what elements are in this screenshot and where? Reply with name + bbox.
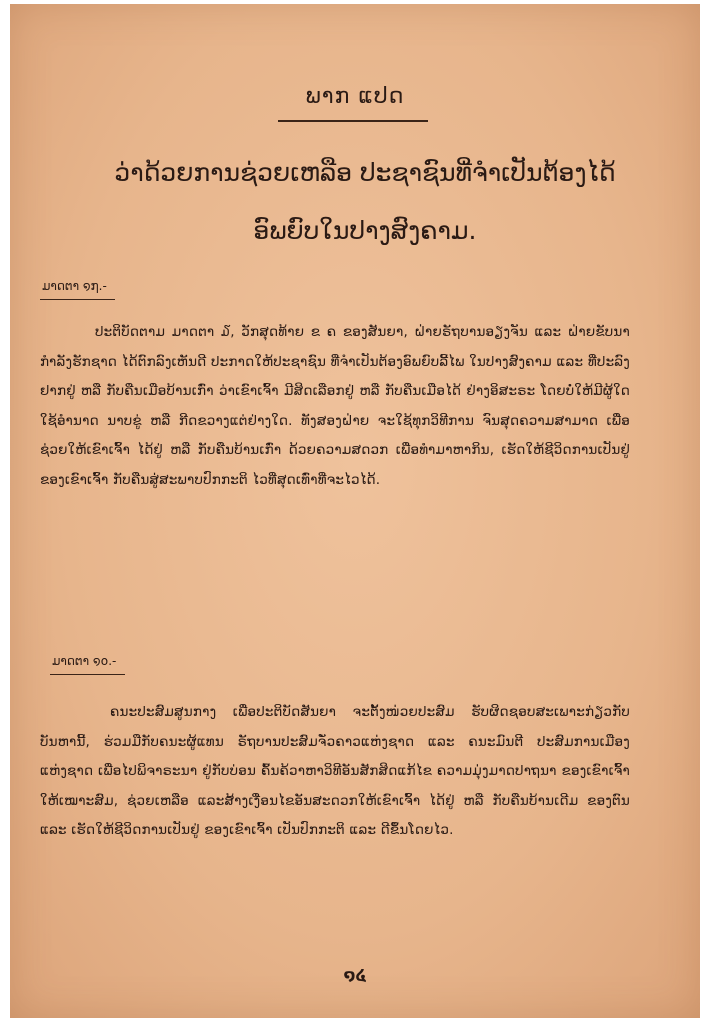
article-10-label: ມາດຕາ ໑໐.- — [52, 654, 117, 668]
main-title-line-2: ອົພຍົບໃນປາງສົງຄາມ. — [253, 216, 477, 245]
document-page — [10, 4, 700, 1018]
main-title-line-1: ວ່າດ້ວຍການຊ່ວຍເຫລືອ ປະຊາຊົນທີ່ຈຳເປັນຕ້ອງໄດ້ — [114, 158, 616, 187]
part-title-underline — [278, 120, 428, 122]
main-title — [50, 144, 680, 260]
article-17-text: ປະຕິບັດຕາມ ມາດຕາ ໓, ວັກສຸດທ້າຍ ຂ ຄ ຂອງສັນຍາ, ຝ່າຍຣັຖບານອຽງຈັນ ແລະ ຝ່າຍຂັບນາກຳລັງຮັກຊາດ ໄດ້ຕົກລົງເຫັນດີ ປະກາດໃຫ້ປະຊາຊົນ ທີ່ຈຳເປັນຕ້ອງອົພຍົບລີ້ໄພ ໃນປາງສົງຄາມ ແລະ ທີ່ປະລົງຢາກຢູ່ ຫລື ກັບຄືນເມືອບ້ານເກົ່າ ວ່າເຂົາເຈົ້າ ມີສິດເລືອກຢູ່ ຫລື ກັບຄືນເມືອໄດ້ ຢ່າງອິສະຣະ ໂດຍບໍ່ໃຫ້ມີຜູ້ໃດ ໃຊ້ອຳນາດ ນາບຂູ່ ຫລື ກີດຂວາງແຕ່ຢ່າງໃດ. ທັງສອງຝ່າຍ ຈະໃຊ້ທຸກວິທີການ ຈົນສຸດຄວາມສາມາດ ເພື່ອຊ່ວຍໃຫ້ເຂົາເຈົ້າ ໄດ້ຢູ່ ຫລື ກັບຄືນບ້ານເກົ່າ ດ້ວຍຄວາມສດວກ ເພື່ອທຳມາຫາກິນ, ເຮັດໃຫ້ຊີວິດການເປັນຢູ່ ຂອງເຂົາເຈົ້າ ກັບຄືນສູ່ສະພາບປົກກະຕິ ໄວທີ່ສຸດເທົ່າທີ່ຈະໄວໄດ້. — [40, 324, 630, 488]
page-number: ໑໔ — [343, 966, 367, 984]
article-17-label: ມາດຕາ ໑໗.- — [42, 279, 107, 293]
part-title: ພາກ ແປດ — [305, 84, 405, 109]
article-10-text: ຄນະປະສົມສູນກາງ ເພື່ອປະຕິບັດສັນຍາ ຈະຕັ້ງໜ່ວຍປະສົມ ຮັບຜິດຊອບສະເພາະກ່ຽວກັບບັນຫານີ້, ຮ່ວມມືກັບຄນະຜູ້ແທນ ຣັຖບານປະສົມຈັ່ວຄາວແຫ່ງຊາດ ແລະ ຄນະມົນຕີ ປະສົມການເມືອງແຫ່ງຊາດ ເພື່ອໄປພິຈາຣະນາ ຢູ່ກັບບ່ອນ ຄົ້ນຄ້ວາຫາວິທີອັນສັກສິດແກ້ໄຂ ຄວາມມຸ່ງມາດປາຖນາ ຂອງເຂົາເຈົ້າ ໃຫ້ເໝາະສົມ, ຊ່ວຍເຫລືອ ແລະສ້າງເງື່ອນໄຂອັນສະດວກໃຫ້ເຂົາເຈົ້າ ໄດ້ຢູ່ ຫລື ກັບຄືນບ້ານເດີມ ຂອງຕົນ ແລະ ເຮັດໃຫ້ຊີວິດການເປັນຢູ່ ຂອງເຂົາເຈົ້າ ເປັນປົກກະຕິ ແລະ ດີຂຶ້ນໂດຍໄວ. — [40, 704, 630, 838]
article-10-rule — [50, 674, 125, 675]
article-17-rule — [40, 299, 115, 300]
